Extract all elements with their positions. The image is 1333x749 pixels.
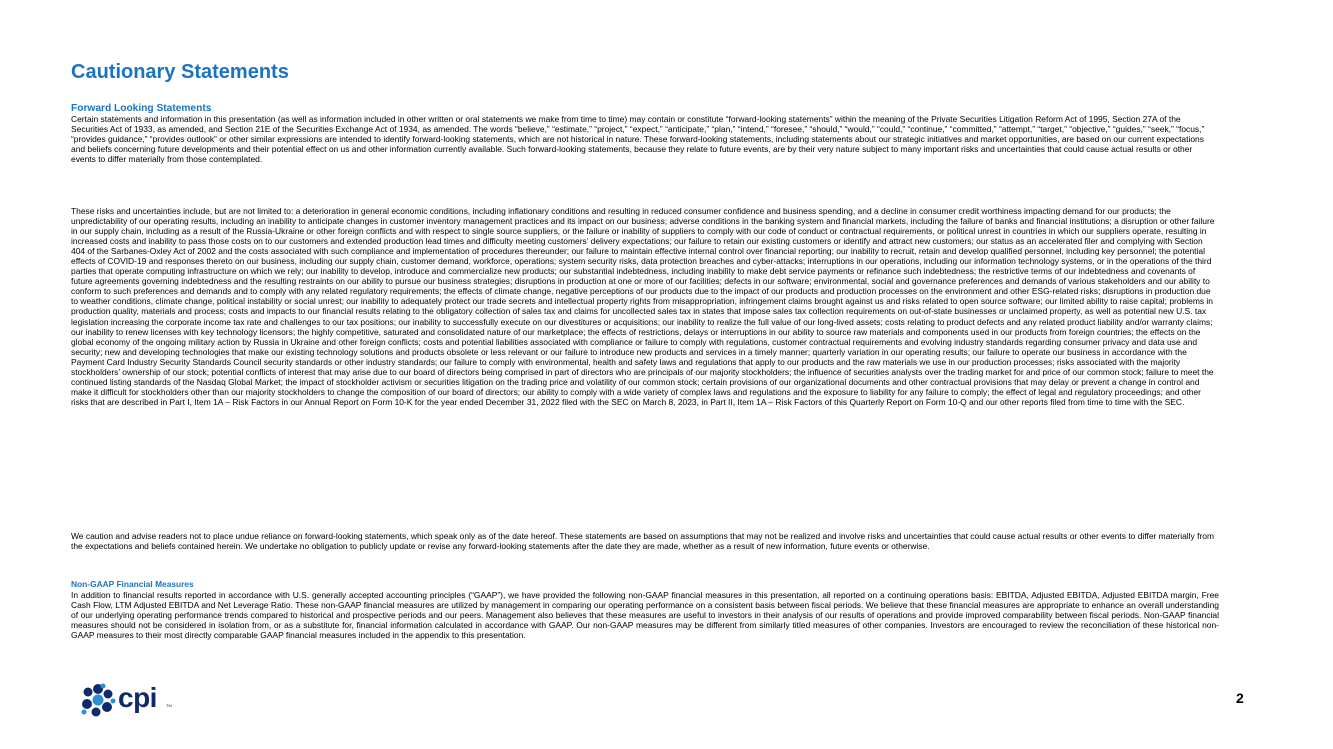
forward-looking-heading: Forward Looking Statements xyxy=(71,103,212,114)
page-title: Cautionary Statements xyxy=(71,61,289,83)
page-number: 2 xyxy=(1236,690,1244,706)
forward-looking-section xyxy=(71,103,1219,164)
cpi-logo-icon xyxy=(80,682,116,718)
forward-looking-paragraph-1: Certain statements and information in this presentation (as well as information included in other written or oral statements we make from time to time) may contain or constitute “forward-looking statements” within the meaning of the Private Securities Litigation Reform Act of 1995, Section 27A of the Securities Act of 1933, as amended, and Section 21E of the Securities Exchange Act of 1934, as amended. The words “believe,” “estimate,” “project,” “expect,” “anticipate,” “plan,” “intend,” “foresee,” “should,” “would,” “could,” “continue,” “committed,” “attempt,” “target,” “objective,” “guides,” “seek,” “focus,” “provides guidance,” “provides outlook” or other similar expressions are intended to identify forward-looking statements, which are not historical in nature. These forward-looking statements, including statements about our strategic initiatives and market opportunities, are based on our current expectations and beliefs concerning future developments and their potential effect on us and other information currently available. Such forward-looking statements, because they relate to future events, are by their very nature subject to many important risks and uncertainties that could cause actual results or other events to differ materially from those contemplated. xyxy=(71,114,1205,165)
forward-looking-paragraph-2: These risks and uncertainties include, but are not limited to: a deterioration in general economic conditions, including inflationary conditions and resulting in reduced consumer confidence and business spending, and a decline in consumer credit worthiness impacting demand for our products; the unpredictability of our operating results, including an inability to anticipate changes in customer inventory management practices and its impact on our business; adverse conditions in the banking system and financial markets, including the failure of banks and financial institutions; a disruption or other failure in our supply chain, including as a result of the Russia-Ukraine or other foreign conflicts and with respect to single source suppliers, or the failure or inability of suppliers to comply with our code of conduct or contractual requirements, or political unrest in countries in which our suppliers operate, resulting in increased costs and inability to pass those costs on to our customers and extended production lead times and difficulty meeting customers’ delivery expectations; our failure to retain our existing customers or identify and attract new customers; our status as an accelerated filer and complying with Section 404 of the Sarbanes-Oxley Act of 2002 and the costs associated with such compliance and implementation of procedures thereunder; our failure to maintain effective internal control over financial reporting; our inability to recruit, retain and develop qualified personnel, including key personnel; the potential effects of COVID-19 and responses thereto on our business, including our supply chain, customer demand, workforce, operations; system security risks, data protection breaches and cyber-attacks; interruptions in our operations, including our information technology systems, or in the operations of the third parties that operate computing infrastructure on which we rely; our inability to develop, introduce and commercialize new products; our substantial indebtedness, including inability to make debt service payments or refinance such indebtedness; the restrictive terms of our indebtedness and covenants of future agreements governing indebtedness and the resulting restraints on our ability to pursue our business strategies; disruptions in production at one or more of our facilities; defects in our software; environmental, social and governance preferences and demands of various stakeholders and our ability to conform to such preferences and demands and to comply with any related regulatory requirements; the effects of climate change, negative perceptions of our products due to the impact of our products and production processes on the environment and other ESG-related risks; disruptions in production due to weather conditions, climate change, political instability or social unrest; our inability to adequately protect our trade secrets and intellectual property rights from misappropriation, infringement claims brought against us and risks related to open source software; our limited ability to raise capital; problems in production quality, materials and process; costs and impacts to our financial results relating to the obligatory collection of sales tax and claims for uncollected sales tax in states that impose sales tax collection requirements on out-of-state businesses or unclaimed property, as well as potential new U.S. tax legislation increasing the corporate income tax rate and challenges to our tax positions; our inability to successfully execute on our divestitures or acquisitions; our inability to realize the full value of our long-lived assets; costs relating to product defects and any related product liability and/or warranty claims; our inability to renew licenses with key technology licensors; the highly competitive, saturated and consolidated nature of our marketplace; the effects of restrictions, delays or interruptions in our ability to source raw materials and components used in our products from foreign countries; the effects on the global economy of the ongoing military action by Russia in Ukraine and other foreign conflicts; costs and potential liabilities associated with compliance or failure to comply with regulations, customer contractual requirements and evolving industry standards regarding consumer privacy and data use and security; new and developing technologies that make our existing technology solutions and products obsolete or less relevant or our failure to introduce new products and services in a timely manner; quarterly variation in our operating results; our failure to operate our business in accordance with the Payment Card Industry Security Standards Council security standards or other industry standards; our failure to comply with environmental, health and safety laws and regulations that apply to our products and the raw materials we use in our production processes; risks associated with the majority stockholders’ ownership of our stock; potential conflicts of interest that may arise due to our board of directors being comprised in part of directors who are principals of our majority stockholders; the influence of securities analysts over the trading market for and price of our common stock; failure to meet the continued listing standards of the Nasdaq Global Market; the impact of stockholder activism or securities litigation on the trading price and volatility of our common stock; certain provisions of our organizational documents and other contractual provisions that may delay or prevent a change in control and make it difficult for stockholders other than our majority stockholders to change the composition of our board of directors; our ability to comply with a wide variety of complex laws and regulations and the exposure to liability for any failure to comply; the effect of legal and regulatory proceedings; and other risks that are described in Part I, Item 1A – Risk Factors in our Annual Report on Form 10-K for the year ended December 31, 2022 filed with the SEC on March 8, 2023, in Part II, Item 1A – Risk Factors of this Quarterly Report on Form 10-Q and our other reports filed from time to time with the SEC. xyxy=(71,206,1215,407)
cpi-logo xyxy=(80,682,190,718)
non-gaap-heading: Non-GAAP Financial Measures xyxy=(71,579,194,589)
non-gaap-paragraph: In addition to financial results reported in accordance with U.S. generally accepted accounting principles (“GAAP”), we have provided the following non-GAAP financial measures in this presentation, all reported on a continuing operations basis: EBITDA, Adjusted EBITDA, Adjusted EBITDA margin, Free Cash Flow, LTM Adjusted EBITDA and Net Leverage Ratio. These non-GAAP financial measures are utilized by management in comparing our operating performance on a consistent basis between fiscal periods. We believe that these financial measures are appropriate to enhance an overall understanding of our underlying operating performance trends compared to historical and prospective periods and our peers. Management also believes that these measures are useful to investors in their analysis of our results of operations and provide improved comparability between fiscal periods. Non-GAAP financial measures should not be considered in isolation from, or as a substitute for, financial information calculated in accordance with GAAP. Our non-GAAP measures may be different from similarly titled measures of other companies. Investors are encouraged to review the reconciliation of these historical non-GAAP measures to their most directly comparable GAAP financial measures included in the appendix to this presentation. xyxy=(71,590,1219,641)
non-gaap-section xyxy=(71,579,1219,640)
risks-section xyxy=(71,206,1219,407)
logo-text: cpi xyxy=(118,682,157,713)
logo-trademark: TM xyxy=(166,703,172,708)
caution-section xyxy=(71,531,1219,551)
forward-looking-paragraph-3: We caution and advise readers not to place undue reliance on forward-looking statements, which speak only as of the date hereof. These statements are based on assumptions that may not be realized and involve risks and uncertainties that could cause actual results or other events to differ materially from the expectations and beliefs contained herein. We undertake no obligation to publicly update or revise any forward-looking statements after the date they are made, whether as a result of new information, future events or otherwise. xyxy=(71,531,1214,552)
